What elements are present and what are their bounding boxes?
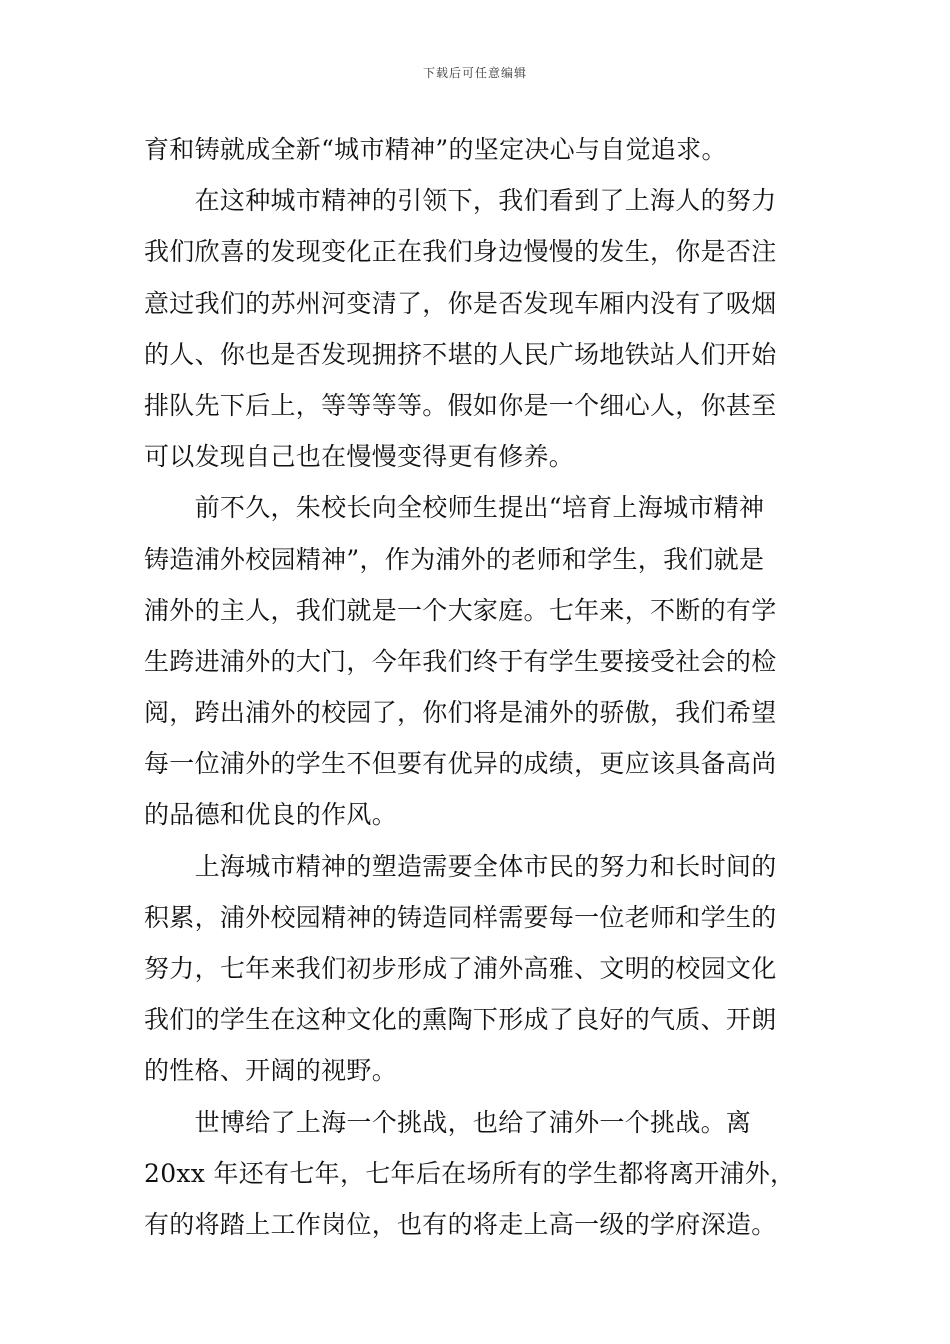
text-line: 阅，跨出浦外的校园了，你们将是浦外的骄傲，我们希望 <box>144 698 777 728</box>
text-line: 排队先下后上，等等等等。假如你是一个细心人，你甚至 <box>144 390 777 420</box>
page-header: 下载后可任意编辑 <box>422 66 527 80</box>
text-line: 我们的学生在这种文化的熏陶下形成了良好的气质、开朗 <box>144 1005 777 1035</box>
text-line: 世博给了上海一个挑战，也给了浦外一个挑战。离 <box>144 1107 752 1137</box>
text-line: 每一位浦外的学生不但要有优异的成绩，更应该具备高尚 <box>144 749 777 779</box>
text-line: 20xx 年还有七年，七年后在场所有的学生都将离开浦外， <box>144 1158 796 1188</box>
text-line: 的性格、开阔的视野。 <box>144 1056 398 1086</box>
text-line: 前不久，朱校长向全校师生提出“培育上海城市精神 <box>144 493 765 523</box>
text-line: 浦外的主人，我们就是一个大家庭。七年来，不断的有学 <box>144 595 777 625</box>
text-line: 我们欣喜的发现变化正在我们身边慢慢的发生，你是否注 <box>144 237 777 267</box>
text-line: 在这种城市精神的引领下，我们看到了上海人的努力 <box>144 186 777 216</box>
text-line: 可以发现自己也在慢慢变得更有修养。 <box>144 442 575 472</box>
text-line: 努力，七年来我们初步形成了浦外高雅、文明的校园文化 <box>144 954 777 983</box>
text-line: 意过我们的苏州河变清了，你是否发现车厢内没有了吸烟 <box>144 288 777 318</box>
text-line: 积累，浦外校园精神的铸造同样需要每一位老师和学生的 <box>144 902 777 932</box>
text-line: 育和铸就成全新“城市精神”的坚定决心与自觉追求。 <box>144 135 727 164</box>
text-line: 铸造浦外校园精神”，作为浦外的老师和学生，我们就是 <box>144 544 765 574</box>
text-line: 的品德和优良的作风。 <box>144 800 398 830</box>
text-line: 的人、你也是否发现拥挤不堪的人民广场地铁站人们开始 <box>144 339 777 369</box>
text-line: 上海城市精神的塑造需要全体市民的努力和长时间的 <box>144 851 777 881</box>
text-line: 有的将踏上工作岗位，也有的将走上高一级的学府深造。 <box>144 1209 777 1239</box>
text-line: 生跨进浦外的大门，今年我们终于有学生要接受社会的检 <box>144 646 777 676</box>
document-body <box>144 124 806 1250</box>
